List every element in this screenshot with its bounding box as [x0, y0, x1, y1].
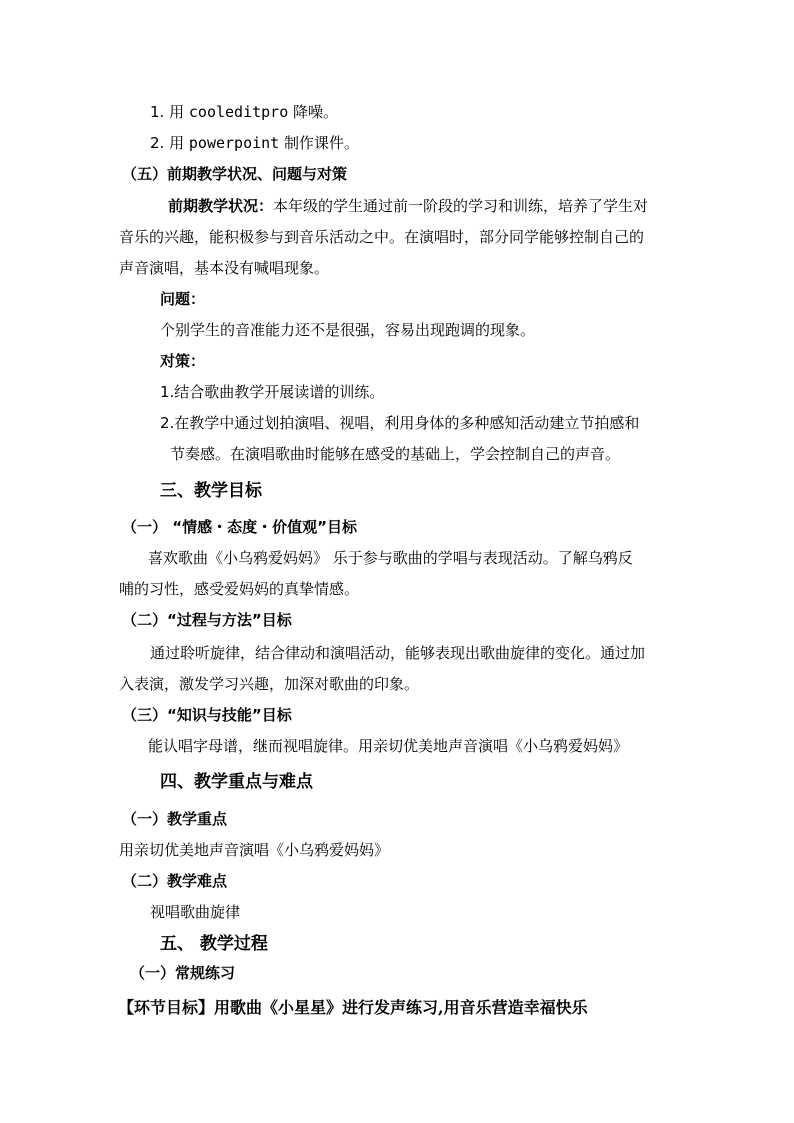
key-point-heading: （一）教学重点	[122, 810, 228, 828]
goal-heading-3: （三）“知识与技能”目标	[122, 706, 292, 724]
software-name: powerpoint	[188, 134, 280, 152]
list-item-2	[150, 133, 359, 153]
goal-heading-2: （二）“过程与方法”目标	[122, 611, 292, 629]
paragraph-line: 声音演唱，基本没有喊唱现象。	[119, 259, 330, 277]
text: 制作课件。	[283, 134, 359, 152]
countermeasure-2-cont: 节奏感。在演唱歌曲时能够在感受的基础上，学会控制自己的声音。	[170, 445, 621, 463]
software-name: cooleditpro	[188, 103, 289, 121]
text: 降噪。	[293, 103, 339, 121]
inline-label: 前期教学状况：	[168, 197, 274, 215]
countermeasure-label: 对策：	[160, 352, 206, 370]
stage-goal-line: 【环节目标】用歌曲《小星星》进行发声练习,用音乐营造幸福快乐	[118, 998, 588, 1017]
paragraph-line: 哺的习性，感受爱妈妈的真挚情感。	[119, 580, 360, 598]
paragraph-line: 通过聆听旋律，结合律动和演唱活动，能够表现出歌曲旋律的变化。通过加	[150, 644, 646, 662]
paragraph-line	[168, 196, 648, 216]
difficulty-heading: （二）教学难点	[122, 872, 228, 890]
section-heading-3: 三、教学目标	[160, 481, 262, 501]
problem-label: 问题：	[160, 290, 206, 308]
countermeasure-1: 1.结合歌曲教学开展读谱的训练。	[160, 383, 385, 401]
countermeasure-2: 2.在教学中通过划拍演唱、视唱，利用身体的多种感知活动建立节拍感和	[160, 414, 640, 432]
section-heading-4: 四、教学重点与难点	[160, 772, 313, 792]
paragraph-line: 音乐的兴趣，能积极参与到音乐活动之中。在演唱时，部分同学能够控制自己的	[119, 228, 645, 246]
text: 本年级的学生通过前一阶段的学习和训练，培养了学生对	[273, 197, 649, 215]
practice-heading: （一）常规练习	[130, 964, 236, 982]
list-number: 2.	[150, 134, 165, 152]
paragraph-line: 视唱歌曲旋律	[150, 903, 241, 921]
paragraph-line: 用亲切优美地声音演唱《小乌鸦爱妈妈》	[119, 841, 390, 859]
section-heading-5: （五）前期教学状况、问题与对策	[122, 165, 348, 183]
paragraph-line: 能认唱字母谱，继而视唱旋律。用亲切优美地声音演唱《小乌鸦爱妈妈》	[148, 737, 629, 755]
problem-text: 个别学生的音准能力还不是很强，容易出现跑调的现象。	[160, 321, 536, 339]
paragraph-line: 喜欢歌曲《小乌鸦爱妈妈》 乐于参与歌曲的学唱与表现活动。了解乌鸦反	[148, 549, 633, 567]
list-item-1	[150, 102, 338, 122]
text: 用	[169, 103, 185, 121]
goal-heading-1: （一） “情感・态度・价值观”目标	[122, 518, 357, 536]
paragraph-line: 入表演，激发学习兴趣，加深对歌曲的印象。	[119, 675, 420, 693]
text: 用	[169, 134, 185, 152]
list-number: 1.	[150, 103, 165, 121]
section-heading-5b: 五、 教学过程	[160, 934, 268, 954]
